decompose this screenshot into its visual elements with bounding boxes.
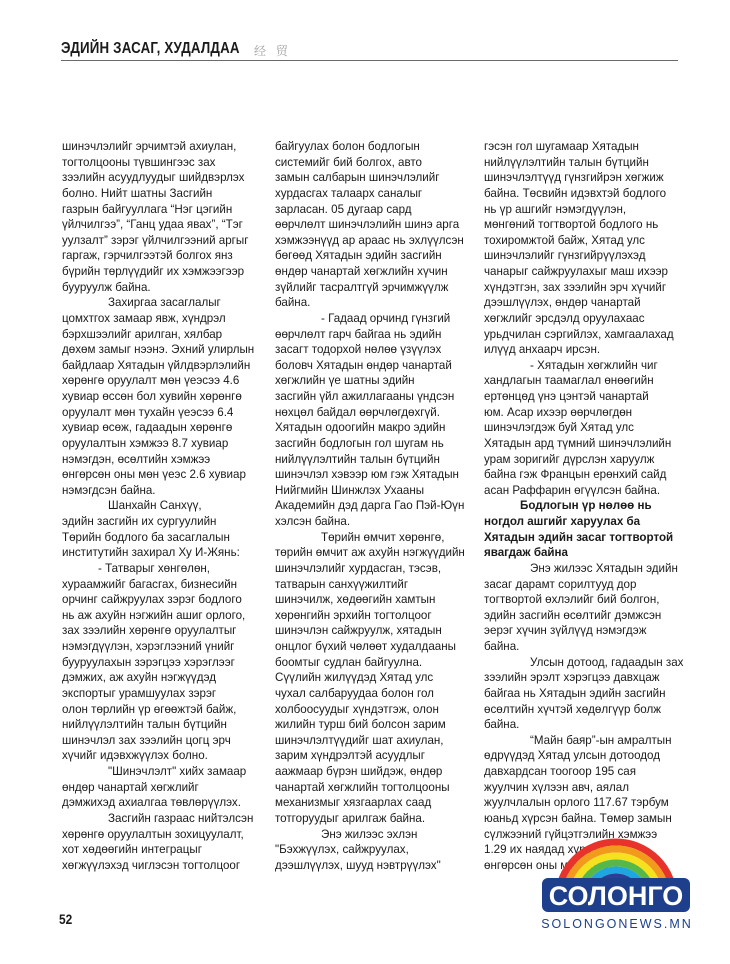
text-line: гэсэн гол шугамаар Хятадын: [484, 140, 639, 153]
text-line: Хятадын ард түмний шинэчлэлийн: [484, 436, 672, 450]
text-line: болно. Нийт шатны Засгийн: [62, 186, 213, 200]
page-header: [61, 40, 678, 58]
text-line: засаг дарамт сорилтууд дор: [484, 577, 637, 591]
text-line: Сүүлийн жилүүдэд Хятад улс: [275, 671, 434, 685]
text-line: “Майн баяр”-ын амралтын: [530, 733, 672, 747]
text-line: өдрүүдэд Хятад улсын дотоодод: [484, 749, 660, 763]
text-line: уулзалт” зэрэг үйлчилгээний аргыг: [62, 233, 249, 247]
text-line: байна. Төсвийн идэвхтэй бодлого: [484, 186, 667, 200]
text-line: хөгжлийг эрсдэлд оруулахаас: [484, 311, 645, 325]
rainbow-logo-icon: [520, 822, 706, 954]
text-line: ертөнцөд үнэ цэнтэй чанартай: [484, 390, 649, 403]
text-line: тогтолцооны түвшингээс зах: [62, 155, 216, 169]
text-line: хөрөнгийн эрхийн тогтолцоог: [275, 608, 432, 622]
text-line: "Шинэчлэлт" хийх замаар: [108, 765, 247, 778]
text-line: системийг бий болгох, авто: [275, 155, 422, 169]
text-line: Бодлогын үр нөлөө нь: [520, 499, 652, 513]
text-line: нийлүүлэлтийн талын бүтцийн: [62, 718, 227, 732]
text-line: өнгөрсөн оны мөн үеэс: [484, 858, 609, 872]
text-line: байгаа нь Хятадын эдийн засгийн: [484, 686, 666, 700]
text-line: өөрчлөлт гарч байгаа нь эдийн: [275, 327, 442, 341]
text-line: бүрийн төрлүүдийг их хэмжээгээр: [62, 265, 245, 278]
text-line: хэлсэн байна.: [275, 515, 351, 528]
page-number: 52: [59, 911, 73, 927]
text-line: дээшлүүлэх, шууд нэвтрүүлэх": [275, 858, 441, 872]
section-title-chinese: 经 贸: [254, 44, 291, 58]
text-line: механизмыг хязгаарлах саад: [275, 796, 432, 810]
text-line: Нийгмийн Шинжлэх Ухааны: [275, 483, 425, 497]
text-line: шинэчлэн сайжруулж, хятадын: [275, 624, 442, 638]
text-line: хурдасгах талаарх саналыг: [275, 186, 423, 200]
text-line: шинэчлэгдэж буй Хятад улс: [484, 421, 634, 435]
text-line: зарим хүндрэлтэй асуудлыг: [275, 749, 425, 763]
text-line: өнгөрсөн оны мөн үеэс 2.6 хувиар: [62, 468, 246, 482]
text-line: шинэчлэлтүүд гүнзгийрэн хөгжиж: [484, 171, 664, 185]
text-line: - Хятадын хөгжлийн чиг: [530, 358, 658, 372]
text-line: Төрийн өмчит хөрөнгө,: [321, 530, 445, 544]
text-line: явагдаж байна: [484, 546, 569, 560]
text-line: тотгоруудыг арилгаж байна.: [275, 811, 426, 825]
text-line: нь аж ахуйн нэгжийн ашиг орлого,: [62, 608, 246, 622]
text-line: хүчийг идэвхжүүлэх болно.: [62, 749, 208, 763]
text-line: Төрийн бодлого ба засаглалын: [62, 530, 230, 544]
text-line: чанартай хөгжлийн тогтолцооны: [275, 780, 450, 794]
text-line: өндөр чанартай хөгжлийг: [62, 780, 199, 794]
text-line: замын салбарын шинэчлэлийг: [275, 171, 440, 185]
section-title: ЭДИЙН ЗАСАГ, ХУДАЛДАА: [61, 40, 240, 57]
text-line: шинэчлэлийг хурдасган, тэсэв,: [275, 561, 442, 575]
text-line: шинэчилж, хөдөөгийн хамтын: [275, 593, 436, 607]
text-line: онцлог бүхий чөлөөт худалдааны: [275, 640, 456, 653]
text-line: бууруулж байна.: [62, 280, 151, 294]
text-line: дэмжихэд ахиалгаа төвлөрүүлэх.: [62, 796, 241, 810]
text-line: Академийн дэд дарга Гао Пэй-Юүн: [275, 499, 465, 513]
text-line: бууруулахын зэрэгцээ хэрэглээг: [62, 655, 235, 669]
text-line: газрын байгууллага “Нэг цэгийн: [62, 202, 233, 216]
logo-site: SOLONGONEWS.MN: [541, 917, 693, 931]
text-line: оруулалт мөн тухайн үеэсээ 6.4: [62, 405, 234, 419]
text-column-1: [62, 139, 262, 873]
text-line: "Бэхжүүлэх, сайжруулах,: [275, 843, 409, 857]
text-line: Шанхайн Санхүү,: [108, 499, 202, 513]
text-line: эерэг хүчин зүйлүүд нэмэгдэж: [484, 624, 647, 638]
text-line: аажмаар бүрэн шийдэж, өндөр: [275, 765, 443, 778]
text-line: дөхөм замыг нээнэ. Эхний улирлын: [62, 343, 255, 357]
text-line: институтийн захирал Ху И-Жянь:: [62, 546, 240, 560]
header-divider: [61, 60, 678, 61]
text-line: хөгжлийн үе шатны эдийн: [275, 374, 415, 388]
text-line: бэрхшээлийг арилган, хялбар: [62, 327, 223, 341]
text-line: Энэ жилээс Хятадын эдийн: [530, 561, 678, 575]
text-line: давхардсан тоогоор 195 сая: [484, 765, 637, 778]
text-line: Засгийн газраас нийтэлсэн: [108, 811, 254, 825]
text-line: оруулалтын хэмжээ 8.7 хувиар: [62, 436, 229, 450]
text-line: зах зээлийн хөрөнгө оруулалтыг: [62, 624, 237, 638]
text-line: байна.: [484, 640, 520, 653]
text-line: Хятадын одоогийн макро эдийн: [275, 421, 446, 435]
text-line: Хятадын эдийн засаг тогтвортой: [484, 530, 674, 544]
text-line: засгийн бодлогын гол шугам нь: [275, 436, 444, 450]
text-line: шинэчлэлтүүдийг шат ахиулан,: [275, 733, 444, 747]
text-line: асан Раффарин өгүүлсэн байна.: [484, 483, 661, 497]
text-line: нэмэгдсэн байна.: [62, 483, 156, 497]
text-line: дээшлүүлэх, өндөр чанартай: [484, 296, 641, 310]
text-line: жилийн турш бий болсон зарим: [275, 718, 446, 732]
text-line: байна.: [484, 718, 520, 732]
text-line: урьдчилан сэргийлэх, хамгаалахад: [484, 327, 674, 341]
text-line: татварын санхүүжилтийг: [275, 577, 409, 591]
text-line: боловч Хятадын өндөр чанартай: [275, 358, 452, 372]
text-line: шинэчлэлийг гүнзгийрүүлэхэд: [484, 249, 646, 263]
text-line: ногдол ашгийг харуулах ба: [484, 515, 641, 528]
text-line: 1.29 их наядад хүрсэн: [484, 843, 604, 857]
text-line: дэмжих, аж ахуйн нэгжүүдэд: [62, 671, 217, 685]
text-line: хөрөнгө оруулалтын зохицуулалт,: [62, 827, 244, 841]
text-line: өөрчлөлт шинэчлэлийн шинэ арга: [275, 218, 460, 232]
text-line: шинэчлэлийг эрчимтэй ахиулан,: [62, 140, 237, 153]
text-line: нэмэгдүүлэн, хэрэглээний үнийг: [62, 640, 235, 653]
text-line: Улсын дотоод, гадаадын зах: [530, 655, 684, 669]
text-line: хувиар өсөж, гадаадын хөрөнгө: [62, 421, 233, 435]
text-line: зээлийн асуудлуудыг шийдвэрлэх: [62, 171, 245, 185]
text-line: шинэчлэл хэвээр юм гэж Хятадын: [275, 468, 459, 482]
text-line: эдийн засгийн өсөлтийг дэмжсэн: [484, 608, 662, 622]
text-line: байна гэж Францын ерөнхий сайд: [484, 468, 667, 482]
text-line: нэмэгдэн, өсөлтийн хэмжээ: [62, 452, 211, 466]
text-line: - Гадаад орчинд гүнзгий: [321, 311, 451, 325]
text-line: илүүд анхаарч ирсэн.: [484, 343, 601, 357]
solongo-logo: [520, 822, 706, 954]
text-line: жуулчлалын орлого 117.67 тэрбум: [484, 796, 669, 810]
text-line: бөгөөд Хятадын эдийн засгийн: [275, 249, 442, 263]
text-line: - Татварыг хөнгөлөн,: [98, 561, 211, 575]
text-line: эдийн засгийн их сургуулийн: [62, 515, 217, 528]
text-line: засагт тодорхой нөлөө үзүүлэх: [275, 343, 442, 357]
text-line: сүлжээний гүйцэтгэлийн хэмжээ: [484, 827, 658, 841]
text-line: байна.: [275, 296, 311, 310]
text-line: гаргаж, гэрчилгээтэй болгох янз: [62, 249, 233, 263]
text-line: зээлийн эрэлт хэрэгцээ давхцаж: [484, 671, 660, 685]
text-line: өндөр чанартай хөгжлийн хүчин: [275, 265, 448, 278]
text-line: урам зоригийг дүрслэн харуулж: [484, 452, 655, 466]
text-line: цомхтгох замаар явж, хүндрэл: [62, 311, 226, 325]
text-line: хураамжийг багасгах, бизнесийн: [62, 577, 238, 591]
text-line: өсөлтийн хүчтэй хөдөлгүүр болж: [484, 702, 661, 716]
text-line: орчинг сайжруулах зэрэг бодлого: [62, 593, 242, 607]
text-line: хувиар өссөн бол хувийн хөрөнгө: [62, 390, 242, 403]
text-line: Энэ жилээс эхлэн: [321, 827, 418, 841]
text-line: мөнгөний тогтвортой бодлого нь: [484, 218, 659, 232]
text-line: холбоосуудыг хүндэтгэж, олон: [275, 702, 439, 716]
text-line: тохиромжтой байж, Хятад улс: [484, 233, 645, 247]
text-line: үйлчилгээ”, “Ганц удаа явах”, “Тэг: [62, 218, 243, 232]
text-line: шинэчлэл зах зээлийн цогц эрч: [62, 733, 231, 747]
text-column-3: [484, 139, 684, 873]
logo-name: СОЛОНГО: [548, 881, 684, 911]
text-line: олон төрлийн үр өгөөжтэй байж,: [62, 702, 237, 716]
text-line: байдлаар Хятадын үйлдвэрлэлийн: [62, 358, 251, 372]
text-line: чанарыг сайжруулахыг маш ихээр: [484, 265, 668, 278]
text-line: зарласан. 05 дугаар сард: [275, 202, 412, 216]
text-line: чухал салбаруудаа болон гол: [275, 686, 434, 700]
text-line: зүйлийг тасралтгүй эрчимжүүлж: [275, 280, 449, 294]
text-line: хандлагын таамаглал өнөөгийн: [484, 374, 654, 388]
text-line: юаньд хүрсэн байна. Төмөр замын: [484, 811, 672, 825]
text-line: нийлүүлэлтийн талын бүтцийн: [275, 452, 440, 466]
text-line: хүндэтгэн, зах зээлийн эрч хүчийг: [484, 280, 667, 294]
text-line: засгийн үйл ажиллагааны үндсэн: [275, 390, 455, 403]
text-line: нь үр ашгийг нэмэгдүүлэн,: [484, 202, 627, 216]
text-line: нөхцөл байдал өөрчлөгдөхгүй.: [275, 405, 441, 419]
text-line: төрийн өмчит аж ахуйн нэгжүүдийн: [275, 546, 465, 560]
text-line: Захиргаа засаглалыг: [108, 296, 221, 310]
text-line: тогтвортой өхлэлийг бий болгон,: [484, 593, 660, 607]
text-line: нийлүүлэлтийн талын бүтцийн: [484, 155, 649, 169]
text-line: хөгжүүлэхэд чиглэсэн тогтолцоог: [62, 858, 241, 872]
text-line: хот хөдөөгийн интеграцыг: [62, 843, 202, 857]
text-line: хэмжээнүүд ар араас нь эхлүүлсэн: [275, 233, 464, 247]
text-line: хөрөнгө оруулалт мөн үеэсээ 4.6: [62, 374, 240, 388]
text-column-2: [275, 139, 473, 873]
text-line: байгуулах болон бодлогын: [275, 140, 420, 153]
text-line: жуулчин хүлээн авч, аялал: [484, 780, 629, 794]
text-line: экспортыг урамшуулах зэрэг: [62, 686, 217, 700]
text-line: боомтыг судлан байгуулна.: [275, 655, 423, 669]
text-line: юм. Асар ихээр өөрчлөгдөн: [484, 405, 633, 419]
